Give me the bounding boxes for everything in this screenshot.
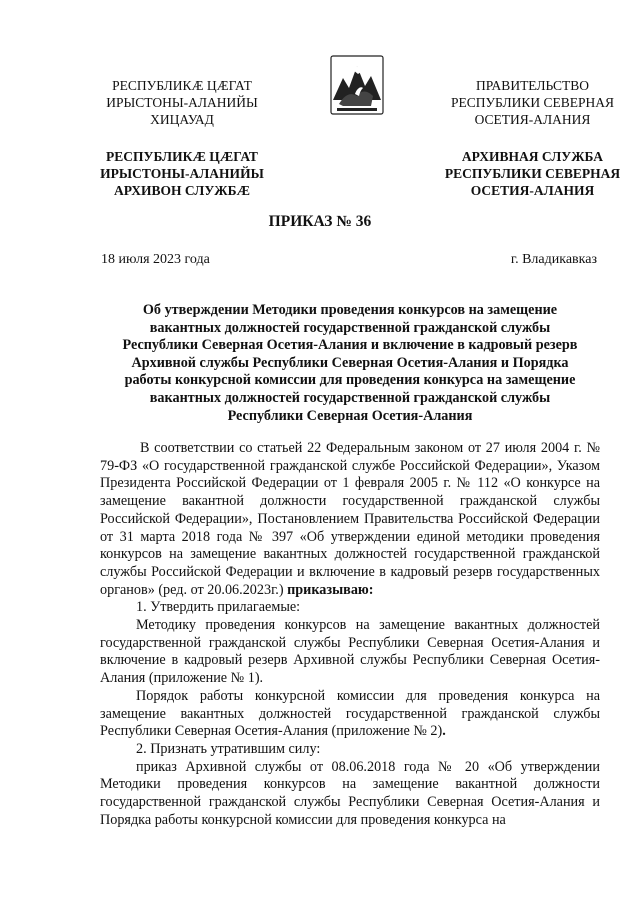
body-paragraph: Методику проведения конкурсов на замещение вакантных должностей государственной гражданской службы Республики Северная Осетия-Алания и включение в кадровый резерв Архивной службы Республики Северная Осетия-Алания (приложение № 1).: [100, 617, 600, 687]
header-left-line: ИРЫСТОНЫ-АЛАНИЙЫ: [106, 95, 258, 110]
document-title: [100, 302, 600, 425]
header-left-agency: ИРЫСТОНЫ-АЛАНИЙЫ: [100, 166, 264, 181]
body-paragraph: [100, 688, 600, 741]
title-line: Республики Северная Осетия-Алания: [227, 407, 473, 424]
header-left-line: ХИЦАУАД: [150, 112, 214, 127]
date-row: [101, 252, 597, 268]
body-paragraph: 2. Признать утратившим силу:: [136, 740, 321, 757]
title-line: Об утверждении Методики проведения конкурсов на замещение: [142, 302, 558, 318]
paragraph-text: Порядок работы конкурсной комиссии для проведения конкурса на замещение вакантных должностей государственной гражданской службы Республики Северная Осетия-Алания (приложение № 2): [100, 687, 600, 740]
header-left: [72, 77, 292, 199]
paragraph-tail: .: [442, 723, 446, 740]
header-right-agency: РЕСПУБЛИКИ СЕВЕРНАЯ: [444, 166, 621, 181]
body-paragraph: [100, 440, 600, 599]
title-line: Архивной службы Республики Северная Осетия-Алания и Порядка: [131, 354, 569, 371]
coat-of-arms-icon: [325, 54, 389, 118]
body-paragraph: 1. Утвердить прилагаемые:: [136, 599, 301, 616]
header-right-line: РЕСПУБЛИКИ СЕВЕРНАЯ: [450, 95, 615, 110]
order-title: ПРИКАЗ № 36: [268, 213, 372, 230]
paragraph-text: В соответствии со статьей 22 Федеральным законом от 27 июля 2004 г. № 79-ФЗ «О государственной гражданской службе Российской Федерации», Указом Президента Российской Федерации от 1 февраля 2005 г. № 112 «О конкурсе на замещение вакантной должности государственной гражданской службы Российской Федерации», Постановлением Правительства Российской Федерации от 31 марта 2018 года № 397 «Об утверждении единой методики проведения конкурсов на замещение вакантных должностей государственной гражданской службы Российской Федерации и включение в кадровый резерв государственных органов» (ред. от 20.06.2023г.): [100, 440, 600, 598]
document-body: [100, 440, 600, 829]
header-left-line: РЕСПУБЛИКӔ ЦӔГАТ: [112, 78, 252, 93]
order-date: 18 июля 2023 года: [101, 252, 210, 267]
header-right-line: ОСЕТИЯ-АЛАНИЯ: [474, 112, 591, 127]
title-line: вакантных должностей государственной гражданской службы: [149, 389, 551, 406]
header-gap: [72, 128, 292, 148]
order-city: г. Владикавказ: [510, 252, 597, 267]
header-right-agency: АРХИВНАЯ СЛУЖБА: [461, 149, 604, 164]
header-gap: [430, 128, 635, 148]
header-right-line: ПРАВИТЕЛЬСТВО: [476, 78, 589, 93]
header-right: [430, 77, 635, 199]
header-right-agency: ОСЕТИЯ-АЛАНИЯ: [470, 183, 595, 198]
header-left-agency: АРХИВОН СЛУЖБӔ: [113, 183, 251, 198]
title-line: Республики Северная Осетия-Алания и включение в кадровый резерв: [122, 337, 578, 354]
order-verb: приказываю:: [287, 581, 374, 598]
header-left-agency: РЕСПУБЛИКӔ ЦӔГАТ: [106, 149, 258, 164]
title-line: вакантных должностей государственной гражданской службы: [149, 319, 551, 336]
title-line: работы конкурсной комиссии для проведения конкурса на замещение: [124, 372, 576, 389]
body-paragraph: приказ Архивной службы от 08.06.2018 года № 20 «Об утверждении Методики проведения конкурсов на замещение вакантной должности государственной гражданской службы Республики Северная Осетия-Алания и Порядка работы конкурсной комиссии для проведения конкурса на: [100, 758, 600, 828]
